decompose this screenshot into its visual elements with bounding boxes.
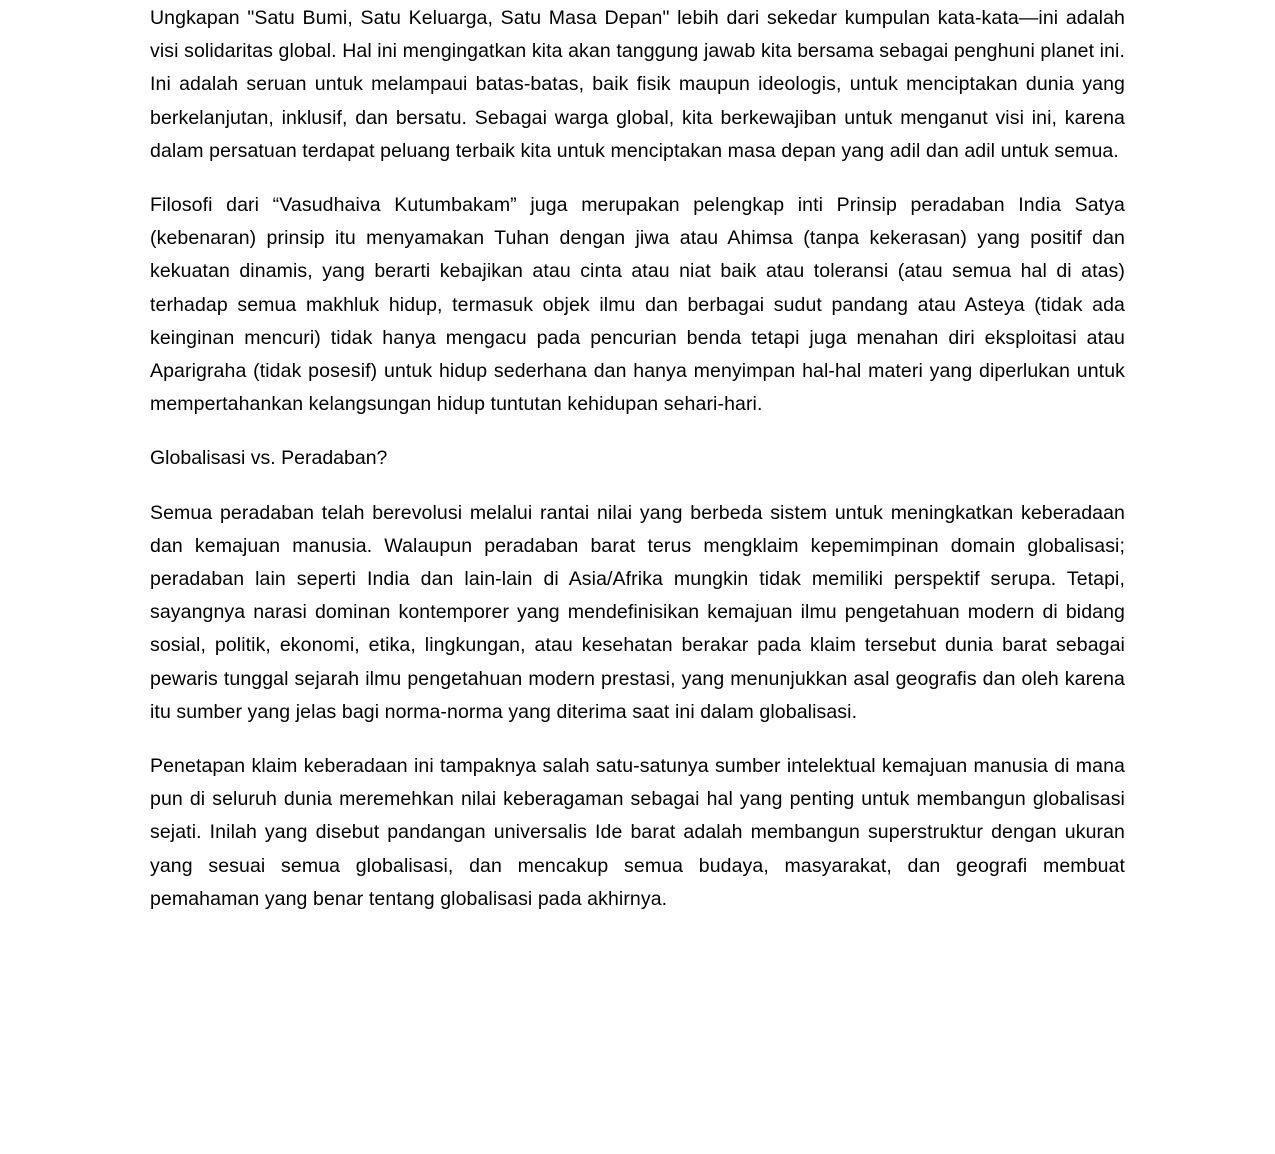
paragraph-vasudhaiva-kutumbakam: Filosofi dari “Vasudhaiva Kutumbakam” juga merupakan pelengkap inti Prinsip peradaban India Satya (kebenaran) prinsip itu menyamakan Tuhan dengan jiwa atau Ahimsa (tanpa kekerasan) yang positif dan kekuatan dinamis, yang berarti kebajikan atau cinta atau niat baik atau toleransi (atau semua hal di atas) terhadap semua makhluk hidup, termasuk objek ilmu dan berbagai sudut pandang atau Asteya (tidak ada keinginan mencuri) tidak hanya mengacu pada pencurian benda tetapi juga menahan diri eksploitasi atau Aparigraha (tidak posesif) untuk hidup sederhana dan hanya menyimpan hal-hal materi yang diperlukan untuk mempertahankan kelangsungan hidup tuntutan kehidupan sehari-hari. <box>150 194 1125 416</box>
paragraph-one-earth-one-family: Ungkapan "Satu Bumi, Satu Keluarga, Satu Masa Depan" lebih dari sekedar kumpulan kata-kata—ini adalah visi solidaritas global. Hal ini mengingatkan kita akan tanggung jawab kita bersama sebagai penghuni planet ini. Ini adalah seruan untuk melampaui batas-batas, baik fisik maupun ideologis, untuk menciptakan dunia yang berkelanjutan, inklusif, dan bersatu. Sebagai warga global, kita berkewajiban untuk menganut visi ini, karena dalam persatuan terdapat peluang terbaik kita untuk menciptakan masa depan yang adil dan adil untuk semua. <box>150 7 1125 162</box>
document-body-text <box>150 2 1125 937</box>
section-heading-globalisasi-vs-peradaban: Globalisasi vs. Peradaban? <box>150 447 388 470</box>
paragraph-penetapan-klaim: Penetapan klaim keberadaan ini tampaknya salah satu-satunya sumber intelektual kemajuan manusia di mana pun di seluruh dunia meremehkan nilai keberagaman sebagai hal yang penting untuk membangun globalisasi sejati. Inilah yang disebut pandangan universalis Ide barat adalah membangun superstruktur dengan ukuran yang sesuai semua globalisasi, dan mencakup semua budaya, masyarakat, dan geografi membuat pemahaman yang benar tentang globalisasi pada akhirnya. <box>150 755 1125 910</box>
paragraph-semua-peradaban: Semua peradaban telah berevolusi melalui rantai nilai yang berbeda sistem untuk meningkatkan keberadaan dan kemajuan manusia. Walaupun peradaban barat terus mengklaim kepemimpinan domain globalisasi; peradaban lain seperti India dan lain-lain di Asia/Afrika mungkin tidak memiliki perspektif serupa. Tetapi, sayangnya narasi dominan kontemporer yang mendefinisikan kemajuan ilmu pengetahuan modern di bidang sosial, politik, ekonomi, etika, lingkungan, atau kesehatan berakar pada klaim tersebut dunia barat sebagai pewaris tunggal sejarah ilmu pengetahuan modern prestasi, yang menunjukkan asal geografis dan oleh karena itu sumber yang jelas bagi norma-norma yang diterima saat ini dalam globalisasi. <box>150 501 1125 723</box>
